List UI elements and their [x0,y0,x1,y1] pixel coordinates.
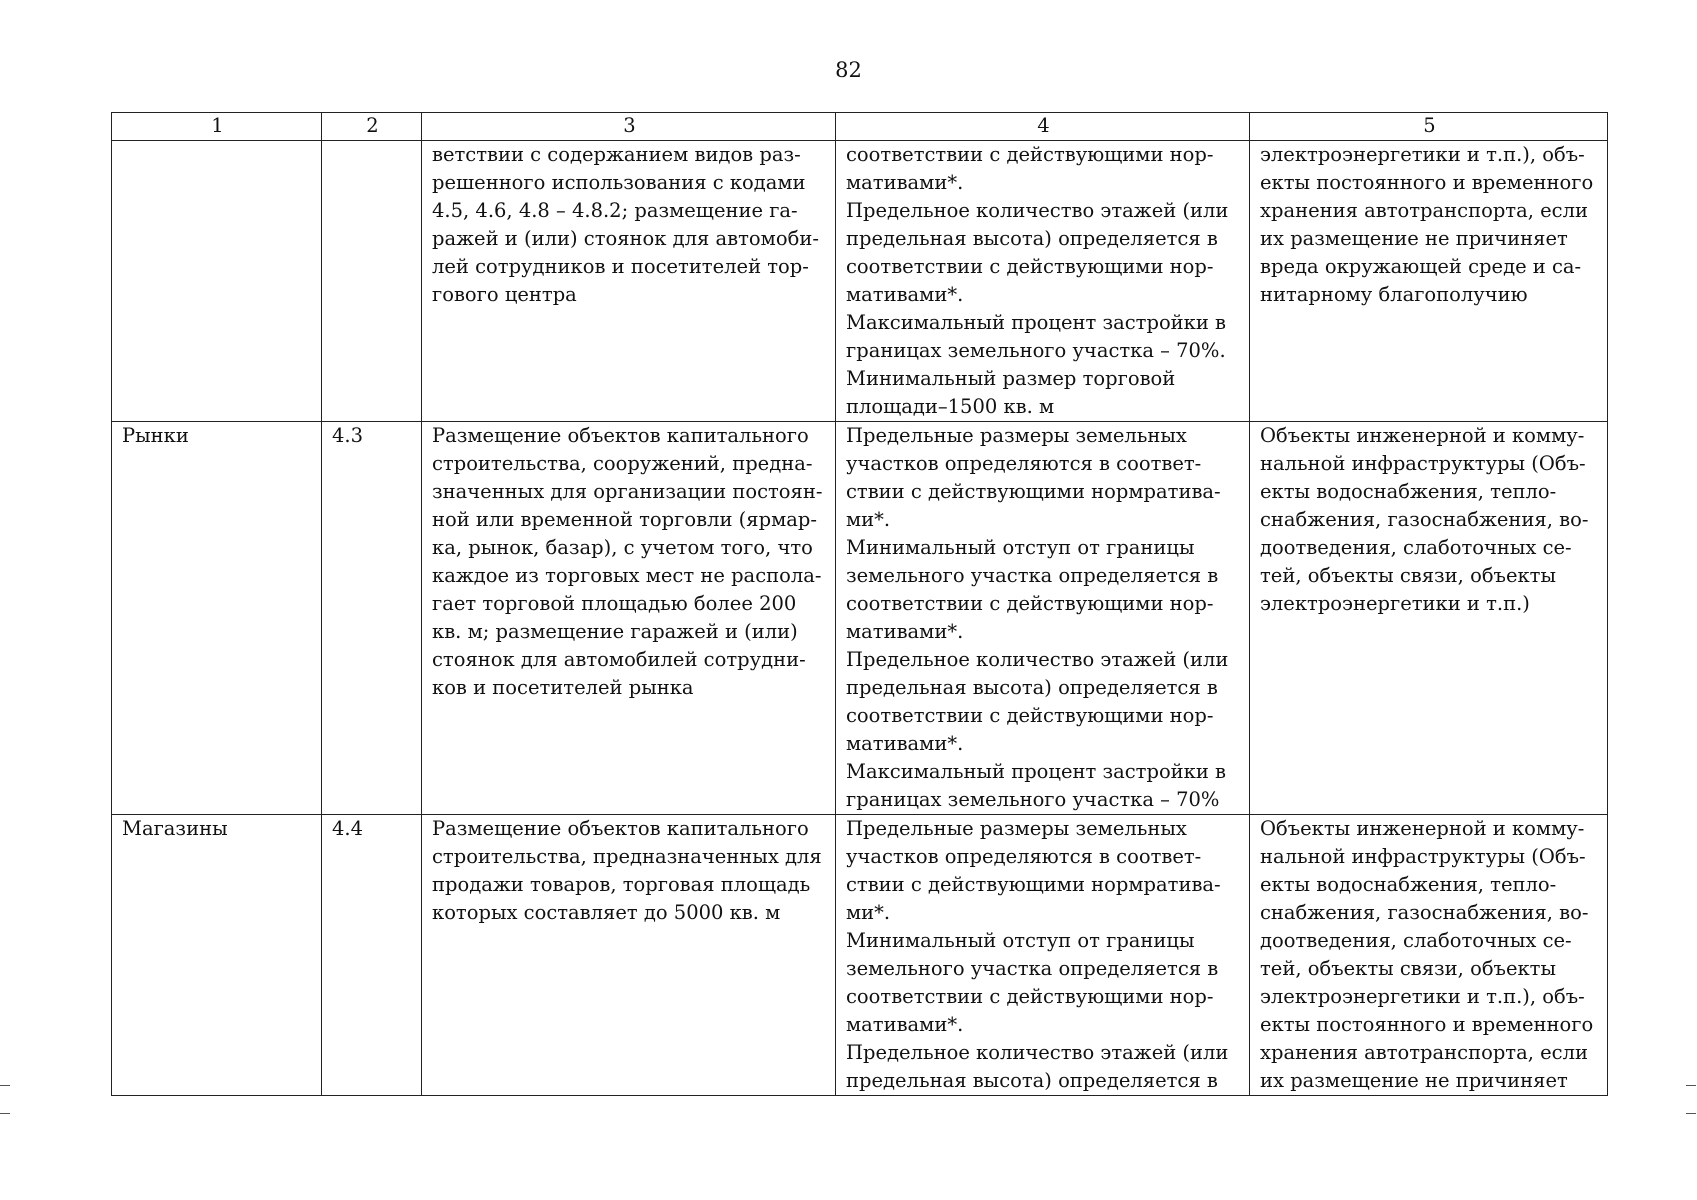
cell-text-line: строительства, сооружений, предна- [432,452,813,475]
cell-text-line: площади–1500 кв. м [846,395,1055,418]
cell-text-line: решенного использования с кодами [432,171,806,194]
cell-text-line: участков определяются в соответ- [846,452,1202,475]
cell-text-line: хранения автотранспорта, если [1260,199,1588,222]
use-type-cell [112,815,322,1096]
auxiliary-uses-cell [1250,422,1608,815]
column-header-3: 3 [422,113,836,141]
cell-text-line: мативами*. [846,283,964,306]
table-header-row [112,113,1608,141]
cell-text-line: вреда окружающей среде и са- [1260,255,1582,278]
cell-text-line: ствии с действующими нормратива- [846,480,1221,503]
cell-text-line: Магазины [122,817,228,840]
cell-text-line: доотведения, слаботочных се- [1260,536,1572,559]
column-header-5: 5 [1250,113,1608,141]
use-code-cell [322,141,422,422]
cell-text-line: ка, рынок, базар), с учетом того, что [432,536,813,559]
cell-text-line: соответствии с действующими нор- [846,143,1214,166]
cell-text-line: строительства, предназначенных для [432,845,822,868]
cell-text-line: нальной инфраструктуры (Объ- [1260,845,1586,868]
cell-text-line: каждое из торговых мест не распола- [432,564,822,587]
cell-text-line: Объекты инженерной и комму- [1260,817,1585,840]
cell-text-line: ми*. [846,901,891,924]
cell-text-line: 4.4 [332,817,364,840]
cell-text-line: границах земельного участка – 70% [846,788,1220,811]
cell-text-line: екты постоянного и временного [1260,1013,1594,1036]
cell-text-line: екты постоянного и временного [1260,171,1594,194]
cell-text-line: хранения автотранспорта, если [1260,1041,1588,1064]
use-code-cell [322,422,422,815]
use-description-cell [422,815,836,1096]
cell-text-line: нитарному благополучию [1260,283,1528,306]
cell-text-line: земельного участка определяется в [846,564,1219,587]
parameters-cell [836,141,1250,422]
column-header-2: 2 [322,113,422,141]
cell-text-line: снабжения, газоснабжения, во- [1260,508,1589,531]
parameters-cell [836,422,1250,815]
cell-text-line: 4.3 [332,424,364,447]
cell-text-line: тей, объекты связи, объекты [1260,957,1556,980]
page-number: 82 [835,58,862,82]
cell-text-line: мативами*. [846,620,964,643]
cell-text-line: ветствии с содержанием видов раз- [432,143,801,166]
cell-text-line: соответствии с действующими нор- [846,255,1214,278]
cell-text-line: Объекты инженерной и комму- [1260,424,1585,447]
column-header-1: 1 [112,113,322,141]
auxiliary-uses-cell [1250,141,1608,422]
cell-text-line: мативами*. [846,171,964,194]
scan-edge-mark [0,1113,10,1114]
cell-text-line: екты водоснабжения, тепло- [1260,480,1557,503]
cell-text-line: Рынки [122,424,189,447]
cell-text-line: снабжения, газоснабжения, во- [1260,901,1589,924]
column-header-4: 4 [836,113,1250,141]
cell-text-line: доотведения, слаботочных се- [1260,929,1572,952]
cell-text-line: электроэнергетики и т.п.), объ- [1260,985,1585,1008]
cell-text-line: соответствии с действующими нор- [846,592,1214,615]
cell-text-line: предельная высота) определяется в [846,227,1218,250]
table-row [112,422,1608,815]
cell-text-line: электроэнергетики и т.п.) [1260,592,1530,615]
parameters-cell [836,815,1250,1096]
scan-edge-mark [1686,1085,1696,1086]
cell-text-line: мативами*. [846,1013,964,1036]
cell-text-line: нальной инфраструктуры (Объ- [1260,452,1586,475]
cell-text-line: Предельные размеры земельных [846,817,1187,840]
cell-text-line: которых составляет до 5000 кв. м [432,901,781,924]
cell-text-line: продажи товаров, торговая площадь [432,873,811,896]
cell-text-line: Размещение объектов капитального [432,424,809,447]
cell-text-line: мативами*. [846,732,964,755]
cell-text-line: кв. м; размещение гаражей и (или) [432,620,798,643]
use-type-cell [112,422,322,815]
cell-text-line: Предельные размеры земельных [846,424,1187,447]
cell-text-line: предельная высота) определяется в [846,676,1218,699]
cell-text-line: участков определяются в соответ- [846,845,1202,868]
cell-text-line: соответствии с действующими нор- [846,985,1214,1008]
use-description-cell [422,141,836,422]
table-row [112,141,1608,422]
cell-text-line: ной или временной торговли (ярмар- [432,508,817,531]
table-row [112,815,1608,1096]
cell-text-line: ми*. [846,508,891,531]
cell-text-line: стоянок для автомобилей сотрудни- [432,648,806,671]
cell-text-line: 4.5, 4.6, 4.8 – 4.8.2; размещение га- [432,199,798,222]
cell-text-line: Предельное количество этажей (или [846,199,1229,222]
cell-text-line: земельного участка определяется в [846,957,1219,980]
cell-text-line: ствии с действующими нормратива- [846,873,1221,896]
land-use-table [111,112,1608,1096]
use-description-cell [422,422,836,815]
cell-text-line: ков и посетителей рынка [432,676,694,699]
cell-text-line: их размещение не причиняет [1260,227,1568,250]
cell-text-line: екты водоснабжения, тепло- [1260,873,1557,896]
cell-text-line: Максимальный процент застройки в [846,760,1227,783]
cell-text-line: Предельное количество этажей (или [846,1041,1229,1064]
cell-text-line: лей сотрудников и посетителей тор- [432,255,809,278]
cell-text-line: Размещение объектов капитального [432,817,809,840]
cell-text-line: Минимальный размер торговой [846,367,1176,390]
cell-text-line: предельная высота) определяется в [846,1069,1218,1092]
auxiliary-uses-cell [1250,815,1608,1096]
cell-text-line: границах земельного участка – 70%. [846,339,1226,362]
scan-edge-mark [1686,1113,1696,1114]
cell-text-line: тей, объекты связи, объекты [1260,564,1556,587]
cell-text-line: гового центра [432,283,577,306]
cell-text-line: Предельное количество этажей (или [846,648,1229,671]
scan-edge-mark [0,1085,10,1086]
cell-text-line: Минимальный отступ от границы [846,929,1195,952]
use-type-cell [112,141,322,422]
cell-text-line: их размещение не причиняет [1260,1069,1568,1092]
cell-text-line: Минимальный отступ от границы [846,536,1195,559]
cell-text-line: Максимальный процент застройки в [846,311,1227,334]
cell-text-line: ражей и (или) стоянок для автомоби- [432,227,819,250]
use-code-cell [322,815,422,1096]
cell-text-line: значенных для организации постоян- [432,480,823,503]
cell-text-line: электроэнергетики и т.п.), объ- [1260,143,1585,166]
cell-text-line: соответствии с действующими нор- [846,704,1214,727]
cell-text-line: гает торговой площадью более 200 [432,592,797,615]
